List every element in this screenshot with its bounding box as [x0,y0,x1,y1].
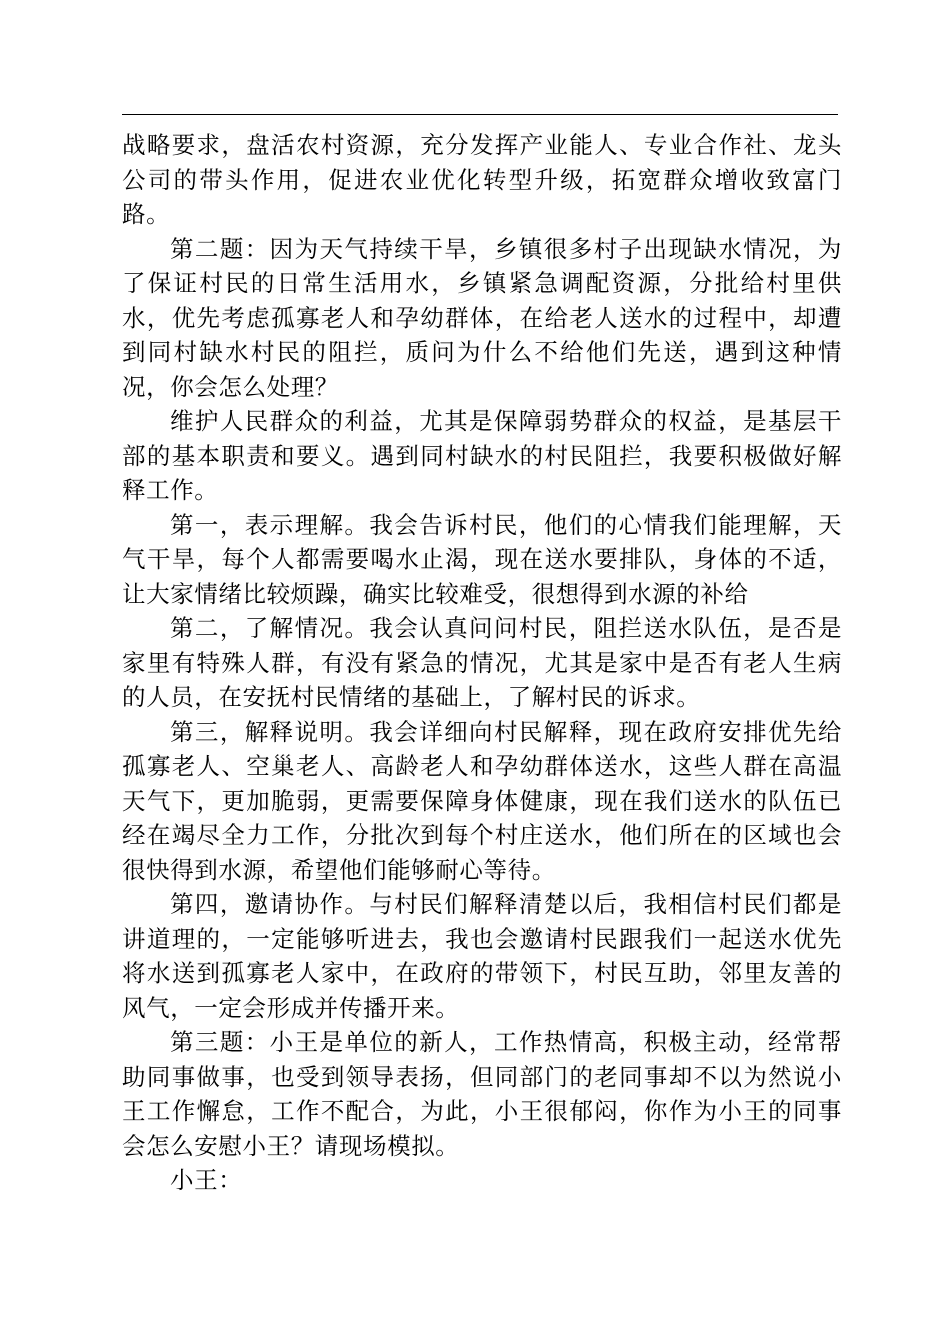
paragraph-xiaowang: 小王： [170,1166,243,1194]
paragraph-question-3: 第三题：小王是单位的新人，工作热情高，积极主动，经常帮助同事做事，也受到领导表扬，但同部门的老同事却不以为然说小王工作懈怠，工作不配合，为此，小王很郁闷，你作为小王的同事会怎么安慰小王？请现场模拟。 [122,1028,842,1160]
paragraph-point-1: 第一，表示理解。我会告诉村民，他们的心情我们能理解，天气干旱，每个人都需要喝水止渴，现在送水要排队，身体的不适，让大家情绪比较烦躁，确实比较难受，很想得到水源的补给 [122,510,842,608]
paragraph-point-3: 第三，解释说明。我会详细向村民解释，现在政府安排优先给孤寡老人、空巢老人、高龄老人和孕幼群体送水，这些人群在高温天气下，更加脆弱，更需要保障身体健康，现在我们送水的队伍已经在竭尽全力工作，分批次到每个村庄送水，他们所在的区域也会很快得到水源，希望他们能够耐心等待。 [122,717,842,884]
paragraph-answer-intro: 维护人民群众的利益，尤其是保障弱势群众的权益，是基层干部的基本职责和要义。遇到同村缺水的村民阻拦，我要积极做好解释工作。 [122,407,842,504]
document-body [122,128,842,1198]
paragraph-point-4: 第四，邀请协作。与村民们解释清楚以后，我相信村民们都是讲道理的，一定能够听进去，我也会邀请村民跟我们一起送水优先将水送到孤寡老人家中，在政府的带领下，村民互助，邻里友善的风气，一定会形成并传播开来。 [122,890,842,1022]
paragraph-question-2: 第二题：因为天气持续干旱，乡镇很多村子出现缺水情况，为了保证村民的日常生活用水，乡镇紧急调配资源，分批给村里供水，优先考虑孤寡老人和孕幼群体，在给老人送水的过程中，却遭到同村缺水村民的阻拦，质问为什么不给他们先送，遇到这种情况，你会怎么处理？ [122,234,842,401]
paragraph-point-2: 第二，了解情况。我会认真问问村民，阻拦送水队伍，是否是家里有特殊人群，有没有紧急的情况，尤其是家中是否有老人生病的人员，在安抚村民情绪的基础上，了解村民的诉求。 [122,614,842,711]
paragraph-continuation: 战略要求，盘活农村资源，充分发挥产业能人、专业合作社、龙头公司的带头作用，促进农业优化转型升级，拓宽群众增收致富门路。 [122,131,842,228]
header-rule [122,114,838,115]
